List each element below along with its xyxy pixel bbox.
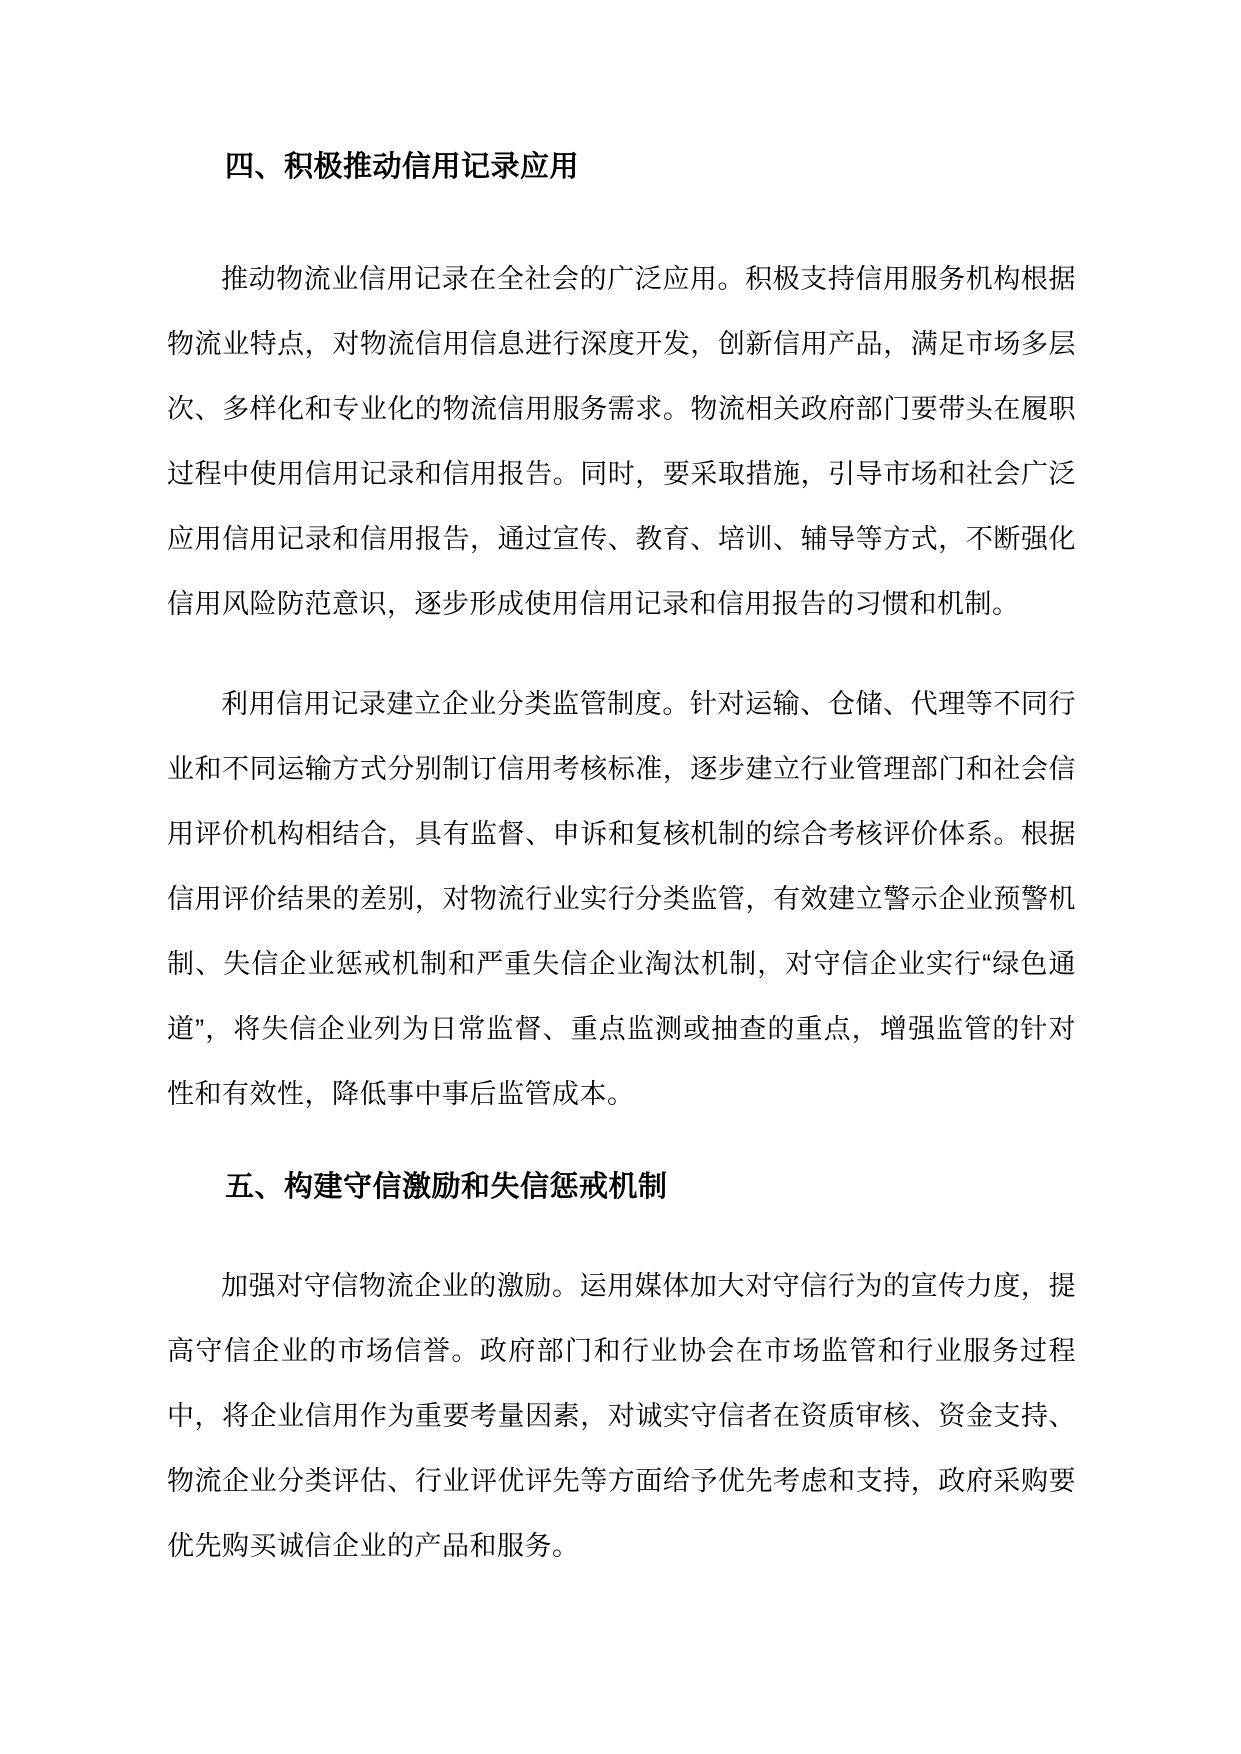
section-heading-5: 五、构建守信激励和失信惩戒机制 <box>225 1171 668 1203</box>
paragraph-classified-supervision: 利用信用记录建立企业分类监管制度。针对运输、仓储、代理等不同行业和不同运输方式分别制订信用考核标准，逐步建立行业管理部门和社会信用评价机构相结合，具有监督、申诉和复核机制的综合考核评价体系。根据信用评价结果的差别，对物流行业实行分类监管，有效建立警示企业预警机制、失信企业惩戒机制和严重失信企业淘汰机制，对守信企业实行“绿色通道”，将失信企业列为日常监督、重点监测或抽查的重点，增强监管的针对性和有效性，降低事中事后监管成本。 <box>167 689 1076 1109</box>
paragraph-incentive-mechanism: 加强对守信物流企业的激励。运用媒体加大对守信行为的宣传力度，提高守信企业的市场信誉。政府部门和行业协会在市场监管和行业服务过程中，将企业信用作为重要考量因素，对诚实守信者在资质审核、资金支持、物流企业分类评估、行业评优评先等方面给予优先考虑和支持，政府采购要优先购买诚信企业的产品和服务。 <box>167 1271 1076 1561</box>
section-heading-4: 四、积极推动信用记录应用 <box>225 151 580 183</box>
paragraph-credit-record-application: 推动物流业信用记录在全社会的广泛应用。积极支持信用服务机构根据物流业特点，对物流信用信息进行深度开发，创新信用产品，满足市场多层次、多样化和专业化的物流信用服务需求。物流相关政府部门要带头在履职过程中使用信用记录和信用报告。同时，要采取措施，引导市场和社会广泛应用信用记录和信用报告，通过宣传、教育、培训、辅导等方式，不断强化信用风险防范意识，逐步形成使用信用记录和信用报告的习惯和机制。 <box>167 264 1076 619</box>
